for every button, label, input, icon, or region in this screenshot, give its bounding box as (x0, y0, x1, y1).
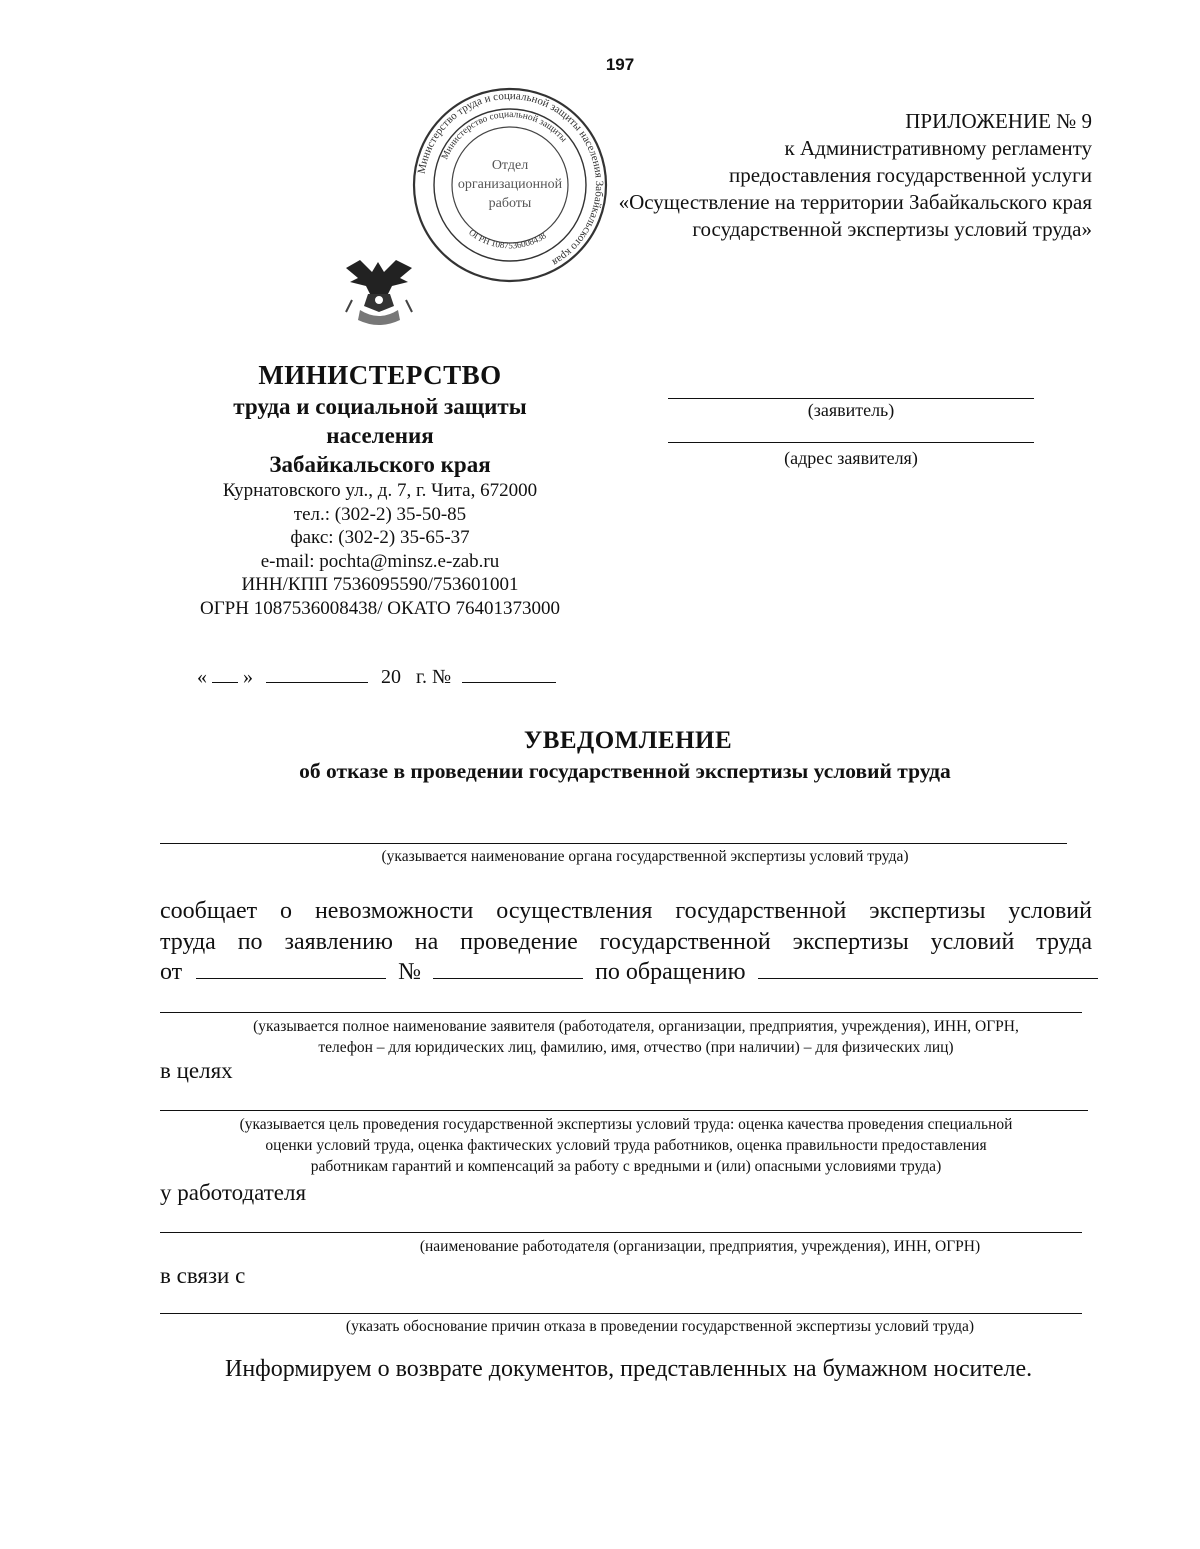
appendix-line: предоставления государственной услуги (729, 163, 1092, 187)
seal-outer-text: Министерство труда и социальной защиты населения Забайкальского края (415, 89, 606, 269)
seal-center-line: Отдел (491, 158, 529, 173)
number-label: № (398, 959, 422, 985)
date-number-line (197, 664, 556, 689)
official-seal (410, 85, 610, 285)
appendix-line: к Административному регламенту (784, 136, 1092, 160)
purpose-label: в целях (160, 1058, 233, 1083)
ministry-inn-kpp: ИНН/КПП 7536095590/753601001 (241, 574, 519, 595)
appendix-title: ПРИЛОЖЕНИЕ № 9 (905, 109, 1092, 133)
year-suffix: г. № (416, 666, 452, 688)
employer-label: у работодателя (160, 1180, 307, 1205)
ministry-name-line: труда и социальной защиты (233, 394, 527, 419)
appendix-line: «Осуществление на территории Забайкальского края (618, 190, 1092, 214)
application-number-field[interactable] (433, 958, 583, 979)
applicant-name-caption: (заявитель) (807, 400, 895, 420)
ministry-name-line: Забайкальского края (269, 452, 491, 477)
notice-title: УВЕДОМЛЕНИЕ (523, 727, 733, 754)
ministry-title: МИНИСТЕРСТВО (258, 360, 502, 390)
ministry-address: Курнатовского ул., д. 7, г. Чита, 672000 (222, 480, 538, 501)
appendix-header (619, 108, 1092, 243)
caption-line: (указывается цель проведения государственной экспертизы условий труда: оценка качества проведения специальной (239, 1116, 1013, 1133)
body-line: сообщает о невозможности осуществления государственной экспертизы условий (160, 898, 1092, 924)
seal-center-line: работы (488, 196, 532, 211)
document-number-field[interactable] (462, 664, 556, 683)
purpose-field[interactable] (160, 1110, 1088, 1111)
applicant-address-field[interactable] (668, 442, 1034, 443)
applicant-full-name-field[interactable] (160, 1012, 1082, 1013)
applicant-address-caption: (адрес заявителя) (784, 448, 918, 468)
seal-center-line: организационной (457, 177, 563, 192)
caption-line: оценки условий труда, оценка фактических условий труда работников, оценка правильности предоставления (265, 1137, 987, 1154)
application-date-field[interactable] (196, 958, 386, 979)
page-number: 197 (605, 55, 635, 74)
notice-subtitle: об отказе в проведении государственной экспертизы условий труда (299, 759, 951, 783)
ministry-phone: тел.: (302-2) 35-50-85 (293, 503, 467, 525)
ministry-email: e-mail: pochta@minsz.e-zab.ru (260, 550, 500, 572)
ministry-name-line: населения (326, 423, 434, 448)
ministry-ogrn-okato: ОГРН 1087536008438/ ОКАТО 76401373000 (199, 597, 561, 619)
caption-line: (указывается полное наименование заявителя (работодателя, организации, предприятия, учреждения), ИНН, ОГРН, (253, 1018, 1019, 1035)
from-label: от (160, 959, 183, 985)
year-prefix: 20 (381, 666, 401, 688)
appeal-field[interactable] (758, 958, 1098, 979)
applicant-name-field[interactable] (668, 398, 1034, 399)
caption-line: телефон – для юридических лиц, фамилию, имя, отчество (при наличии) – для физических лиц) (318, 1039, 954, 1056)
applicant-full-name-caption (160, 1016, 1112, 1058)
organ-name-field[interactable] (160, 843, 1067, 844)
appendix-line: государственной экспертизы условий труда» (692, 217, 1092, 241)
employer-caption: (наименование работодателя (организации, предприятия, учреждения), ИНН, ОГРН) (419, 1238, 981, 1255)
month-field[interactable] (266, 664, 368, 683)
reason-field[interactable] (160, 1313, 1082, 1314)
ministry-letterhead (180, 358, 580, 620)
reason-label: в связи с (160, 1263, 246, 1288)
body-line: труда по заявлению на проведение государственной экспертизы условий труда (160, 929, 1092, 955)
appeal-label: по обращению (595, 959, 746, 985)
seal-ogrn: ОГРН 1087536008438 (467, 227, 548, 251)
date-close-quote: » (243, 666, 253, 688)
seal-ring-text: Министерство социальной защиты (440, 109, 569, 162)
date-open-quote: « (197, 666, 207, 688)
body-paragraph (160, 896, 1092, 958)
organ-name-caption: (указывается наименование органа государственной экспертизы условий труда) (381, 848, 909, 865)
application-reference-line (160, 957, 1094, 988)
reason-caption: (указать обоснование причин отказа в проведении государственной экспертизы условий труда) (345, 1318, 975, 1335)
return-documents-notice: Информируем о возврате документов, представленных на бумажном носителе. (225, 1356, 1033, 1382)
caption-line: работникам гарантий и компенсаций за работу с вредными и (или) опасными условиями труда) (310, 1158, 942, 1175)
day-field[interactable] (212, 664, 238, 683)
ministry-fax: факс: (302-2) 35-65-37 (290, 527, 470, 548)
purpose-caption (160, 1114, 1092, 1177)
coat-of-arms-icon (338, 250, 420, 330)
employer-field[interactable] (160, 1232, 1082, 1233)
